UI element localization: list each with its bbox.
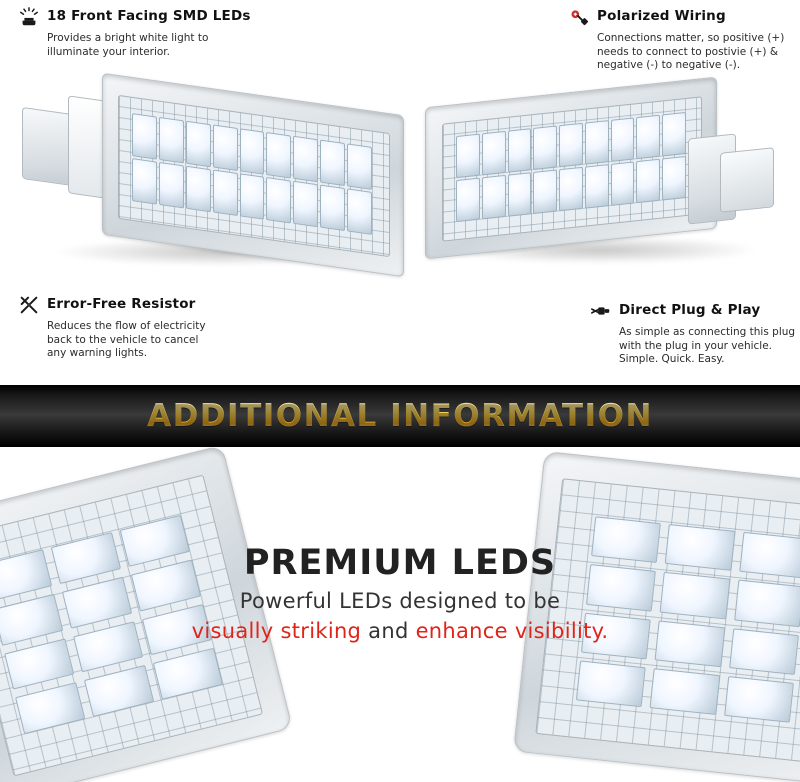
feature-title: Error-Free Resistor bbox=[47, 296, 196, 312]
feature-desc-line: with the plug in your vehicle. bbox=[619, 339, 773, 352]
feature-desc-line: back to the vehicle to cancel bbox=[47, 333, 199, 346]
feature-led-count bbox=[18, 8, 348, 59]
hero-text-block bbox=[0, 543, 800, 643]
feature-description bbox=[619, 326, 800, 367]
feature-desc-line: any warning lights. bbox=[47, 347, 148, 359]
feature-desc-line: As simple as connecting this plug bbox=[619, 326, 796, 338]
feature-title: 18 Front Facing SMD LEDs bbox=[47, 8, 251, 24]
feature-error-free-resistor bbox=[18, 296, 348, 361]
hero-title: PREMIUM LEDS bbox=[243, 543, 557, 583]
feature-desc-line: negative (-) to negative (-). bbox=[597, 59, 741, 71]
feature-desc-line: Provides a bright white light to bbox=[47, 32, 209, 44]
plug-play-icon bbox=[590, 300, 612, 322]
hero-subtitle: Powerful LEDs designed to be bbox=[239, 589, 561, 613]
feature-description bbox=[597, 32, 800, 73]
feature-desc-line: Simple. Quick. Easy. bbox=[619, 353, 725, 365]
hero-tagline-highlight-1: visually striking bbox=[191, 619, 362, 643]
feature-description bbox=[47, 32, 348, 59]
feature-desc-line: Connections matter, so positive (+) bbox=[597, 32, 785, 44]
product-image-led-module-left bbox=[22, 88, 422, 268]
hero-tagline-highlight-2: enhance visibility. bbox=[415, 619, 609, 643]
product-image-led-module-right bbox=[420, 78, 790, 268]
hero-tagline bbox=[0, 619, 800, 643]
feature-desc-line: needs to connect to postivie (+) & bbox=[597, 45, 779, 58]
premium-leds-hero bbox=[0, 447, 800, 782]
feature-description bbox=[47, 320, 348, 361]
feature-title: Polarized Wiring bbox=[597, 8, 726, 24]
feature-polarized-wiring bbox=[568, 8, 800, 73]
banner-title: ADDITIONAL INFORMATION bbox=[147, 398, 653, 434]
feature-title: Direct Plug & Play bbox=[619, 302, 761, 318]
additional-information-banner bbox=[0, 385, 800, 447]
led-light-icon bbox=[18, 6, 40, 28]
plug-polarity-icon bbox=[568, 6, 590, 28]
feature-plug-and-play bbox=[590, 302, 800, 367]
features-panel bbox=[0, 0, 800, 385]
wrench-screwdriver-icon bbox=[18, 294, 40, 316]
feature-desc-line: Reduces the flow of electricity bbox=[47, 320, 206, 332]
feature-desc-line: illuminate your interior. bbox=[47, 45, 171, 58]
hero-tagline-connector: and bbox=[361, 619, 416, 643]
